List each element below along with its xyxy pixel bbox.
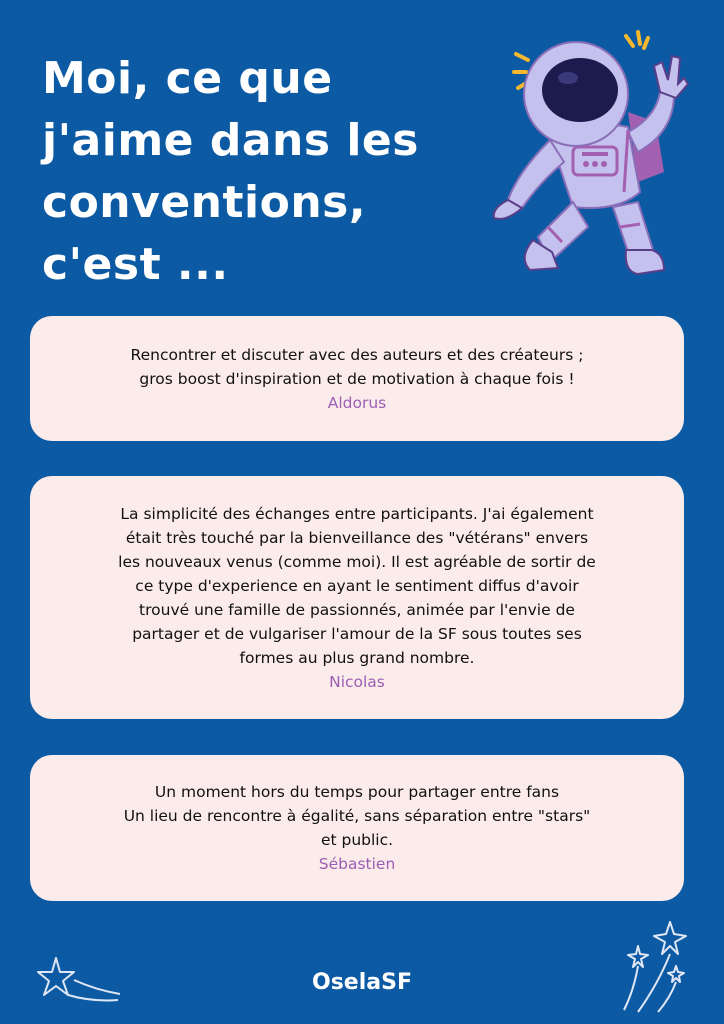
- testimonial-text: était très touché par la bienveillance des "vétérans" envers: [125, 528, 589, 547]
- astronaut-icon: [478, 22, 708, 292]
- testimonial-text: partager et de vulgariser l'amour de la SF sous toutes ses: [132, 624, 582, 643]
- testimonial-text: gros boost d'inspiration et de motivation à chaque fois !: [139, 369, 575, 388]
- title-line: Moi, ce que: [42, 53, 333, 104]
- title-line: c'est ...: [42, 239, 229, 290]
- stars-icon: [618, 918, 698, 1014]
- title-line: j'aime dans les: [42, 115, 419, 166]
- testimonial-text: Un moment hors du temps pour partager entre fans: [154, 783, 560, 801]
- testimonial-text: trouvé une famille de passionnés, animée par l'envie de: [139, 600, 575, 619]
- testimonial-text: formes au plus grand nombre.: [239, 648, 475, 667]
- testimonial-author: Sébastien: [318, 855, 396, 873]
- brand-logo: OselaSF: [312, 970, 412, 995]
- title-line: conventions,: [42, 177, 367, 228]
- testimonial-card: [30, 476, 684, 719]
- testimonial-card: [30, 755, 684, 901]
- testimonial-text: La simplicité des échanges entre participants. J'ai également: [120, 504, 594, 523]
- testimonial-text: les nouveaux venus (comme moi). Il est agréable de sortir de: [118, 552, 596, 571]
- testimonial-author: Aldorus: [327, 393, 387, 412]
- testimonial-text: Un lieu de rencontre à égalité, sans séparation entre "stars": [123, 807, 591, 825]
- page-title: [42, 48, 419, 296]
- testimonial-text: Rencontrer et discuter avec des auteurs et des créateurs ;: [130, 345, 584, 364]
- testimonial-card: [30, 316, 684, 441]
- testimonial-text: ce type d'experience en ayant le sentiment diffus d'avoir: [135, 576, 579, 595]
- testimonial-author: Nicolas: [329, 672, 385, 691]
- testimonial-text: et public.: [320, 831, 394, 849]
